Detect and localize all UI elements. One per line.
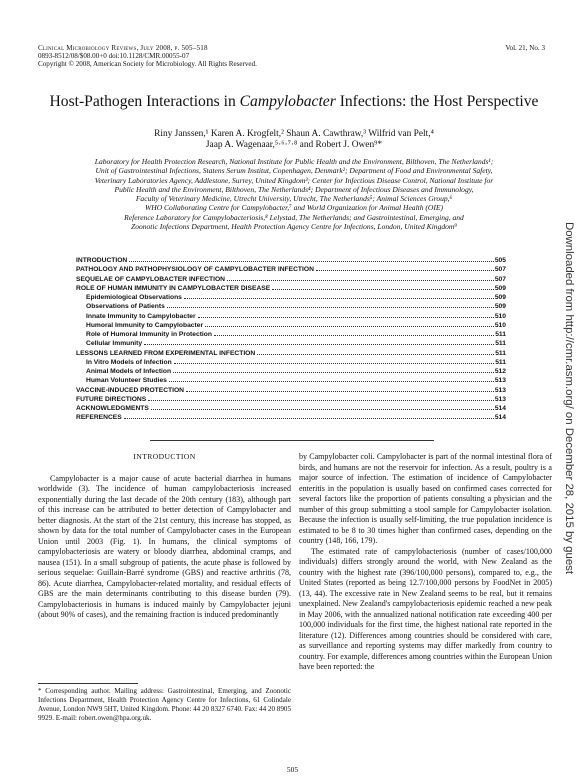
toc-entry[interactable] xyxy=(76,311,506,320)
toc-entry[interactable] xyxy=(76,338,506,347)
toc-entry-label: Humoral Immunity to Campylobacter xyxy=(86,321,204,329)
toc-entry[interactable] xyxy=(76,348,506,357)
copyright-line: Copyright © 2008, American Society for Microbiology. All Rights Reserved. xyxy=(38,60,257,69)
toc-entry[interactable] xyxy=(76,274,506,283)
toc-entry-label: LESSONS LEARNED FROM EXPERIMENTAL INFECTION xyxy=(76,349,256,357)
toc-entry-label: Innate Immunity to Campylobacter xyxy=(86,312,196,320)
toc-entry-page: 510 xyxy=(494,321,506,329)
toc-leader-dots xyxy=(272,283,494,290)
toc-entry-label: ACKNOWLEDGMENTS xyxy=(76,405,149,412)
section-heading-introduction: INTRODUCTION xyxy=(133,452,196,461)
toc-entry[interactable] xyxy=(76,385,506,394)
toc-entry[interactable] xyxy=(76,357,506,366)
toc-entry[interactable] xyxy=(76,403,506,412)
toc-entry-label: VACCINE-INDUCED PROTECTION xyxy=(76,386,184,394)
download-watermark: Downloaded from http://cmr.asm.org/ on December 28, 2015 by guest xyxy=(563,222,575,575)
running-header xyxy=(38,44,458,69)
toc-entry-page: 513 xyxy=(494,395,506,403)
toc-entry-page: 511 xyxy=(495,349,506,357)
toc-entry-page: 509 xyxy=(494,303,506,311)
affiliations: Laboratory for Health Protection Research, National Institute for Public Health and the Environment, Bilthoven, The Netherlands¹; Unit of Gastrointestinal Infections, Statens Serum Institut, Copenhagen, Denmark²; Department of Food and Environmental Safety, Veterinary Laboratories Agency, Addlestone, Surrey, United Kingdom³; Center for Infectious Disease Control, National Institute for Public Health and the Environment, Bilthoven, The Netherlands⁴; Department of Infectious Diseases and Immunology, Faculty of Veterinary Medicine, Utrecht University, Utrecht, The Netherlands⁵; Animal Sciences Group,⁶ WHO Collaborating Centre for Campylobacter,⁷ and World Organization for Animal Health (OIE) Reference Laboratory for Campylobacteriosis,⁸ Lelystad, The Netherlands; and Gastrointestinal, Emerging, and Zoonotic Infections Department, Health Protection Agency Centre for Infections, London, United Kingdom⁹ xyxy=(94,157,494,231)
right-column xyxy=(299,452,552,673)
table-of-contents xyxy=(76,255,506,422)
toc-entry-page: 509 xyxy=(494,284,506,292)
toc-leader-dots xyxy=(214,329,494,336)
toc-entry-label: ROLE OF HUMAN IMMUNITY IN CAMPYLOBACTER DISEASE xyxy=(76,284,271,292)
toc-entry-label: SEQUELAE OF CAMPYLOBACTER INFECTION xyxy=(76,275,225,283)
toc-leader-dots xyxy=(169,375,494,382)
toc-entry[interactable] xyxy=(76,255,506,264)
toc-leader-dots xyxy=(184,292,494,299)
author-line: Riny Janssen,¹ Karen A. Krogfelt,² Shaun A. Cawthraw,³ Wilfrid van Pelt,⁴ xyxy=(154,129,434,139)
left-column xyxy=(38,452,291,621)
toc-leader-dots xyxy=(129,255,494,262)
toc-entry-label: Observations of Patients xyxy=(86,303,165,311)
footnote: * Corresponding author. Mailing address: Gastrointestinal, Emerging, and Zoonotic Infections Department, Health Protection Agency Centre for Infections, 61 Colindale Avenue, London NW9 5HT, United Kingdom. Phone: 44 20 8327 6740. Fax: 44 20 8905 9929. E-mail: robert.owen@hpa.org.uk. xyxy=(38,687,291,722)
toc-leader-dots xyxy=(124,412,494,419)
toc-leader-dots xyxy=(174,357,495,364)
toc-entry[interactable] xyxy=(76,264,506,273)
toc-entry[interactable] xyxy=(76,366,506,375)
article-title: Host-Pathogen Interactions in Campylobacter Infections: the Host Perspective xyxy=(49,93,539,110)
journal-line: Clinical Microbiology Reviews, July 2008, p. 505–518 xyxy=(38,44,208,52)
toc-entry-label: Human Volunteer Studies xyxy=(86,377,167,385)
toc-entry-label: Role of Humoral Immunity in Protection xyxy=(86,331,212,338)
toc-leader-dots xyxy=(257,348,494,355)
toc-leader-dots xyxy=(173,366,494,373)
issn-line: 0893-8512/08/$08.00+0 doi:10.1128/CMR.00055-07 xyxy=(38,52,190,61)
paragraph: Campylobacter is a major cause of acute bacterial diarrhea in humans worldwide (3). The incidence of human campylobacteriosis increased exponentially during the last decade of the 20th century (183), although part of this increase can be attributed to better detection of Campylobacter and better diagnosis. At the start of the 21st century, this increase has stopped, as shown by data for the total number of Campylobacter cases in the European Union until 2003 (Fig. 1). In humans, the clinical symptoms of campylobacteriosis are watery or bloody diarrhea, abdominal cramps, and nausea (151). In a small subgroup of patients, the acute phase is followed by serious sequelae: Guillain-Barré syndrome (GBS) and reactive arthritis (78, 86). Acute diarrhea, Campylobacter-related mortality, and residual effects of GBS are the main determinants contributing to this disease burden (79). Campylobacteriosis in humans is induced mainly by Campylobacter jejuni (about 90% of cases), and the remaining fraction is induced predominantly xyxy=(38,473,291,619)
toc-leader-dots xyxy=(167,301,494,308)
toc-entry[interactable] xyxy=(76,292,506,301)
volume-info: Vol. 21, No. 3 xyxy=(505,44,545,52)
toc-entry[interactable] xyxy=(76,301,506,310)
toc-leader-dots xyxy=(227,274,494,281)
toc-entry[interactable] xyxy=(76,329,506,338)
toc-entry-page: 513 xyxy=(494,386,506,394)
author-list xyxy=(38,129,550,151)
toc-leader-dots xyxy=(144,338,494,345)
toc-entry-page: 512 xyxy=(494,368,506,375)
footnote-rule xyxy=(38,683,138,684)
toc-leader-dots xyxy=(316,264,494,271)
toc-entry[interactable] xyxy=(76,375,506,384)
toc-leader-dots xyxy=(151,403,494,410)
toc-entry-page: 511 xyxy=(495,340,506,348)
toc-entry-label: FUTURE DIRECTIONS xyxy=(76,395,147,403)
toc-entry-label: PATHOLOGY AND PATHOPHYSIOLOGY OF CAMPYLOBACTER INFECTION xyxy=(76,266,314,274)
toc-entry-page: 510 xyxy=(494,312,506,320)
toc-entry-label: Epidemiological Observations xyxy=(86,294,182,301)
toc-entry-label: Cellular Immunity xyxy=(86,340,143,348)
toc-entry-page: 511 xyxy=(495,358,506,366)
toc-entry-label: INTRODUCTION xyxy=(76,257,128,264)
toc-entry-page: 511 xyxy=(495,331,506,338)
toc-entry[interactable] xyxy=(76,320,506,329)
toc-entry[interactable] xyxy=(76,283,506,292)
toc-entry-page: 514 xyxy=(494,414,506,422)
page-number: 505 xyxy=(286,765,299,774)
paragraph: by Campylobacter coli. Campylobacter is part of the normal intestinal flora of birds, and humans are not the reservoir for infection. As a result, poultry is a major source of infection. The estimation of incidence of Campylobacter enteritis in the population is usually based on confirmed cases corrected for several factors like the proportion of patients consulting a physician and the number of this group submitting a stool sample for Campylobacter isolation. Because the infection is usually self-limiting, the true population incidence is estimated to be 8 to 30 times higher than confirmed cases, depending on the country (148, 166, 179). xyxy=(299,452,552,545)
toc-entry-page: 513 xyxy=(494,377,506,385)
paragraph: The estimated rate of campylobacteriosis (number of cases/100,000 individuals) differs strongly around the world, with New Zealand as the country with the highest rate (396/100,000 persons), compared to, e.g., the United States (reported as being 12.7/100,000 persons by FoodNet in 2005) (13, 44). The excessive rate in New Zealand seems to be real, but it remains unexplained. New Zealand's campylobacteriosis epidemic reached a new peak in May 2006, with the annualized national notification rate exceeding 400 per 100,000 individuals for the first time, the highest national rate reported in the literature (12). Differences among countries should be considered with care, as surveillance and reporting systems may differ markedly from country to country. For example, differences among countries within the European Union have been reported: the xyxy=(299,546,552,671)
toc-entry-label: REFERENCES xyxy=(76,414,122,422)
toc-entry-page: 505 xyxy=(494,257,506,264)
toc-entry-label: In Vitro Models of Infection xyxy=(86,358,172,366)
toc-entry-page: 507 xyxy=(494,275,506,283)
toc-entry[interactable] xyxy=(76,412,506,421)
toc-entry-page: 507 xyxy=(494,266,506,274)
divider xyxy=(150,440,434,441)
toc-leader-dots xyxy=(148,394,494,401)
toc-entry-page: 509 xyxy=(494,294,506,301)
toc-entry[interactable] xyxy=(76,394,506,403)
author-line: Jaap A. Wagenaar,⁵·⁶·⁷·⁸ and Robert J. Owen⁹* xyxy=(205,140,383,150)
toc-leader-dots xyxy=(198,311,494,318)
toc-leader-dots xyxy=(205,320,494,327)
toc-leader-dots xyxy=(186,385,494,392)
toc-entry-label: Animal Models of Infection xyxy=(86,368,172,375)
toc-entry-page: 514 xyxy=(494,405,506,412)
